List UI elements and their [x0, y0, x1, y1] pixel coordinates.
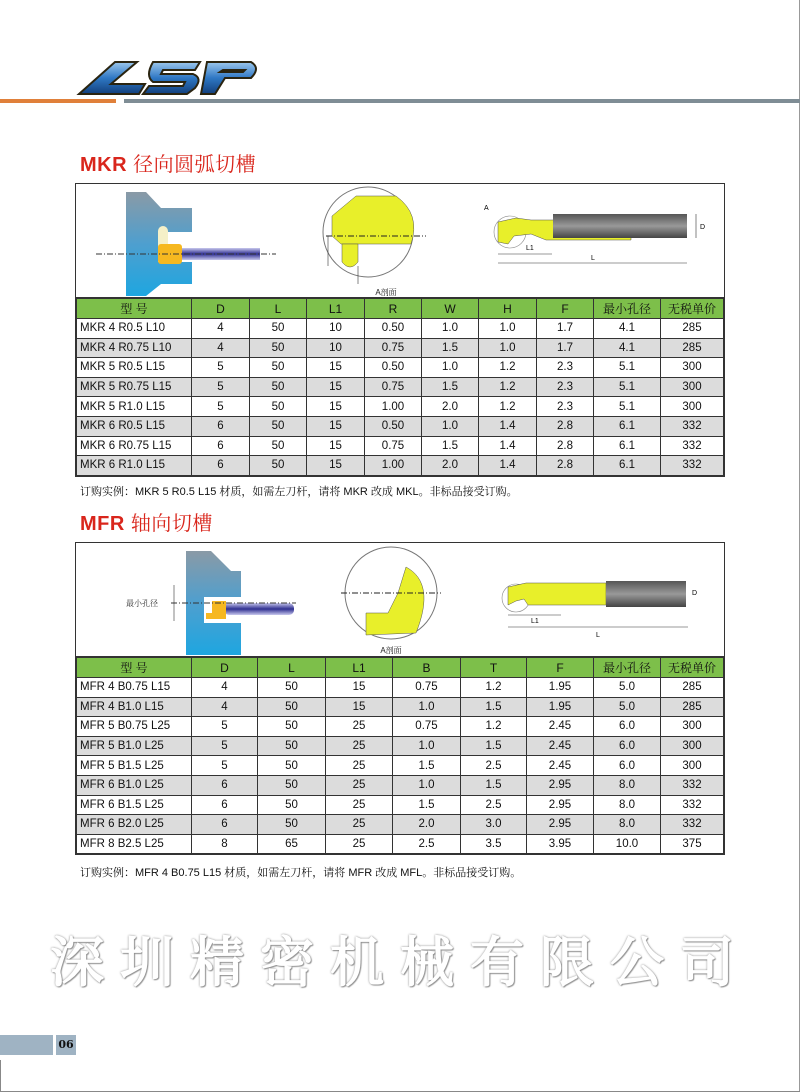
section-view-label: A剖面 [380, 646, 402, 655]
model-cell: MFR 6 B2.0 L25 [77, 815, 192, 835]
value-cell: 1.2 [479, 377, 537, 397]
value-cell: 1.5 [461, 736, 527, 756]
header-rule-gray [124, 99, 800, 103]
value-cell: 1.0 [422, 319, 479, 339]
value-cell: 300 [661, 756, 724, 776]
table-row [77, 697, 724, 717]
value-cell: 2.3 [537, 397, 594, 417]
page-tab [0, 1035, 53, 1055]
value-cell: 2.45 [527, 717, 594, 737]
mkr-diagrams [76, 184, 724, 298]
table-row [77, 775, 724, 795]
section-code: MKR [80, 154, 128, 176]
value-cell: 6.1 [594, 456, 661, 476]
value-cell: 1.0 [479, 338, 537, 358]
value-cell: 8.0 [594, 795, 661, 815]
model-cell: MFR 5 B1.5 L25 [77, 756, 192, 776]
column-header: W [422, 299, 479, 319]
table-row [77, 678, 724, 698]
value-cell: 50 [250, 358, 307, 378]
value-cell: 15 [307, 456, 365, 476]
table-row [77, 397, 724, 417]
value-cell: 332 [661, 795, 724, 815]
value-cell: 15 [307, 397, 365, 417]
value-cell: 25 [326, 795, 393, 815]
value-cell: 50 [258, 756, 326, 776]
model-cell: MKR 6 R1.0 L15 [77, 456, 192, 476]
value-cell: 2.8 [537, 456, 594, 476]
mkr-order-note: 订购实例：MKR 5 R0.5 L15 材质，如需左刀杆，请将 MKR 改成 MKL。非标品接受订购。 [80, 486, 518, 498]
table-row [77, 377, 724, 397]
column-header: H [479, 299, 537, 319]
table-row [77, 338, 724, 358]
value-cell: 2.95 [527, 795, 594, 815]
value-cell: 1.7 [537, 338, 594, 358]
value-cell: 1.0 [393, 736, 461, 756]
value-cell: 50 [258, 697, 326, 717]
value-cell: 5 [192, 717, 258, 737]
mfr-diagrams [76, 543, 724, 657]
table-row [77, 815, 724, 835]
value-cell: 375 [661, 834, 724, 854]
table-row [77, 456, 724, 476]
value-cell: 3.5 [461, 834, 527, 854]
table-row [77, 416, 724, 436]
model-cell: MKR 6 R0.75 L15 [77, 436, 192, 456]
value-cell: 1.00 [365, 397, 422, 417]
value-cell: 1.2 [479, 397, 537, 417]
value-cell: 50 [258, 815, 326, 835]
section-title-mfr [80, 507, 213, 536]
value-cell: 0.50 [365, 416, 422, 436]
column-header: 最小孔径 [594, 658, 661, 678]
column-header: D [192, 658, 258, 678]
value-cell: 4.1 [594, 319, 661, 339]
dimension-label-d: D [700, 224, 706, 231]
column-header: R [365, 299, 422, 319]
value-cell: 6.0 [594, 717, 661, 737]
value-cell: 2.3 [537, 377, 594, 397]
value-cell: 15 [307, 416, 365, 436]
section-name: 轴向切槽 [130, 513, 213, 535]
value-cell: 2.95 [527, 815, 594, 835]
value-cell: 1.0 [393, 775, 461, 795]
model-cell: MFR 6 B1.0 L25 [77, 775, 192, 795]
section-name: 径向圆弧切槽 [133, 154, 257, 176]
model-cell: MFR 4 B1.0 L15 [77, 697, 192, 717]
model-cell: MFR 6 B1.5 L25 [77, 795, 192, 815]
value-cell: 3.0 [461, 815, 527, 835]
value-cell: 300 [661, 377, 724, 397]
value-cell: 8 [192, 834, 258, 854]
value-cell: 10.0 [594, 834, 661, 854]
value-cell: 25 [326, 756, 393, 776]
mfr-order-note: 订购实例：MFR 4 B0.75 L15 材质，如需左刀杆，请将 MFR 改成 MFL。非标品接受订购。 [80, 867, 522, 879]
value-cell: 1.5 [422, 377, 479, 397]
dimension-label-l: L [591, 255, 595, 262]
value-cell: 2.8 [537, 436, 594, 456]
value-cell: 50 [250, 416, 307, 436]
value-cell: 1.5 [393, 756, 461, 776]
column-header: L [258, 658, 326, 678]
value-cell: 1.4 [479, 436, 537, 456]
value-cell: 2.8 [537, 416, 594, 436]
value-cell: 332 [661, 775, 724, 795]
column-header: F [537, 299, 594, 319]
page-border [0, 1060, 1, 1092]
value-cell: 50 [250, 338, 307, 358]
value-cell: 15 [307, 436, 365, 456]
column-header: T [461, 658, 527, 678]
model-cell: MKR 4 R0.75 L10 [77, 338, 192, 358]
model-cell: MKR 5 R0.5 L15 [77, 358, 192, 378]
column-header: L [250, 299, 307, 319]
value-cell: 285 [661, 697, 724, 717]
value-cell: 1.0 [422, 358, 479, 378]
value-cell: 25 [326, 815, 393, 835]
value-cell: 1.5 [393, 795, 461, 815]
value-cell: 1.2 [461, 717, 527, 737]
value-cell: 300 [661, 358, 724, 378]
value-cell: 5.1 [594, 377, 661, 397]
table-row [77, 436, 724, 456]
value-cell: 10 [307, 338, 365, 358]
value-cell: 6 [192, 456, 250, 476]
mfr-spec-table [76, 657, 724, 854]
dimension-label-d: D [692, 590, 698, 597]
model-cell: MFR 5 B0.75 L25 [77, 717, 192, 737]
value-cell: 0.75 [393, 717, 461, 737]
model-cell: MFR 4 B0.75 L15 [77, 678, 192, 698]
value-cell: 1.00 [365, 456, 422, 476]
table-row [77, 319, 724, 339]
value-cell: 25 [326, 717, 393, 737]
value-cell: 1.4 [479, 416, 537, 436]
value-cell: 332 [661, 436, 724, 456]
value-cell: 332 [661, 416, 724, 436]
value-cell: 15 [326, 678, 393, 698]
value-cell: 5 [192, 358, 250, 378]
model-cell: MKR 6 R0.5 L15 [77, 416, 192, 436]
table-row [77, 756, 724, 776]
value-cell: 2.95 [527, 775, 594, 795]
value-cell: 300 [661, 736, 724, 756]
value-cell: 25 [326, 736, 393, 756]
value-cell: 285 [661, 338, 724, 358]
value-cell: 5 [192, 397, 250, 417]
table-row [77, 736, 724, 756]
value-cell: 50 [258, 775, 326, 795]
value-cell: 6.1 [594, 416, 661, 436]
value-cell: 4 [192, 678, 258, 698]
value-cell: 1.7 [537, 319, 594, 339]
section-view-label: A剖面 [375, 288, 397, 297]
value-cell: 5 [192, 736, 258, 756]
column-header: B [393, 658, 461, 678]
column-header: 型 号 [77, 299, 192, 319]
value-cell: 0.75 [365, 338, 422, 358]
value-cell: 2.5 [393, 834, 461, 854]
value-cell: 2.5 [461, 795, 527, 815]
value-cell: 2.45 [527, 736, 594, 756]
dimension-label-l1: L1 [526, 245, 534, 252]
value-cell: 50 [258, 717, 326, 737]
value-cell: 1.5 [422, 436, 479, 456]
mkr-spec-table [76, 298, 724, 476]
value-cell: 0.75 [393, 678, 461, 698]
value-cell: 50 [250, 397, 307, 417]
value-cell: 285 [661, 678, 724, 698]
asp-logo [75, 56, 260, 98]
value-cell: 2.0 [422, 397, 479, 417]
column-header: 无税单价 [661, 299, 724, 319]
value-cell: 5 [192, 756, 258, 776]
value-cell: 2.45 [527, 756, 594, 776]
model-cell: MKR 5 R0.75 L15 [77, 377, 192, 397]
column-header: L1 [307, 299, 365, 319]
value-cell: 1.2 [461, 678, 527, 698]
section-code: MFR [80, 513, 125, 535]
value-cell: 1.0 [422, 416, 479, 436]
value-cell: 6 [192, 436, 250, 456]
value-cell: 50 [258, 795, 326, 815]
column-header: L1 [326, 658, 393, 678]
value-cell: 1.2 [479, 358, 537, 378]
value-cell: 6 [192, 416, 250, 436]
value-cell: 6 [192, 775, 258, 795]
mkr-spec-box [75, 183, 725, 477]
value-cell: 5.0 [594, 678, 661, 698]
table-row [77, 358, 724, 378]
value-cell: 50 [250, 436, 307, 456]
value-cell: 15 [326, 697, 393, 717]
mfr-tool-illustration [76, 543, 723, 657]
value-cell: 1.0 [479, 319, 537, 339]
value-cell: 5.0 [594, 697, 661, 717]
column-header: F [527, 658, 594, 678]
model-cell: MFR 5 B1.0 L25 [77, 736, 192, 756]
value-cell: 332 [661, 456, 724, 476]
value-cell: 3.95 [527, 834, 594, 854]
value-cell: 10 [307, 319, 365, 339]
min-hole-label: 最小孔径 [126, 599, 158, 608]
page-number: 06 [56, 1035, 76, 1055]
column-header: 最小孔径 [594, 299, 661, 319]
value-cell: 1.5 [422, 338, 479, 358]
model-cell: MKR 5 R1.0 L15 [77, 397, 192, 417]
value-cell: 6 [192, 815, 258, 835]
value-cell: 5.1 [594, 397, 661, 417]
model-cell: MKR 4 R0.5 L10 [77, 319, 192, 339]
value-cell: 4 [192, 697, 258, 717]
dimension-label-l1: L1 [531, 618, 539, 625]
value-cell: 2.0 [422, 456, 479, 476]
value-cell: 1.4 [479, 456, 537, 476]
detail-label-a: A [484, 205, 489, 212]
section-title-mkr [80, 148, 256, 177]
column-header: 无税单价 [661, 658, 724, 678]
value-cell: 50 [258, 736, 326, 756]
value-cell: 8.0 [594, 815, 661, 835]
value-cell: 0.50 [365, 319, 422, 339]
value-cell: 50 [250, 319, 307, 339]
value-cell: 1.0 [393, 697, 461, 717]
value-cell: 300 [661, 397, 724, 417]
value-cell: 332 [661, 815, 724, 835]
value-cell: 1.5 [461, 775, 527, 795]
value-cell: 1.5 [461, 697, 527, 717]
header-rule-orange [0, 99, 116, 103]
watermark: 深圳精密机械有限公司 [50, 933, 750, 993]
value-cell: 4 [192, 319, 250, 339]
value-cell: 2.0 [393, 815, 461, 835]
mkr-tool-illustration [76, 184, 723, 298]
value-cell: 15 [307, 377, 365, 397]
column-header: D [192, 299, 250, 319]
table-row [77, 834, 724, 854]
value-cell: 2.5 [461, 756, 527, 776]
value-cell: 2.3 [537, 358, 594, 378]
value-cell: 25 [326, 834, 393, 854]
value-cell: 6.0 [594, 756, 661, 776]
value-cell: 50 [250, 377, 307, 397]
value-cell: 0.75 [365, 436, 422, 456]
mfr-spec-box [75, 542, 725, 855]
dimension-label-l: L [596, 632, 600, 639]
value-cell: 50 [250, 456, 307, 476]
value-cell: 0.50 [365, 358, 422, 378]
value-cell: 50 [258, 678, 326, 698]
model-cell: MFR 8 B2.5 L25 [77, 834, 192, 854]
value-cell: 5.1 [594, 358, 661, 378]
value-cell: 5 [192, 377, 250, 397]
table-row [77, 717, 724, 737]
value-cell: 285 [661, 319, 724, 339]
table-row [77, 795, 724, 815]
value-cell: 4.1 [594, 338, 661, 358]
value-cell: 65 [258, 834, 326, 854]
value-cell: 0.75 [365, 377, 422, 397]
value-cell: 6.1 [594, 436, 661, 456]
value-cell: 1.95 [527, 678, 594, 698]
value-cell: 300 [661, 717, 724, 737]
value-cell: 6 [192, 795, 258, 815]
value-cell: 15 [307, 358, 365, 378]
value-cell: 6.0 [594, 736, 661, 756]
column-header: 型 号 [77, 658, 192, 678]
value-cell: 4 [192, 338, 250, 358]
value-cell: 8.0 [594, 775, 661, 795]
value-cell: 1.95 [527, 697, 594, 717]
value-cell: 25 [326, 775, 393, 795]
